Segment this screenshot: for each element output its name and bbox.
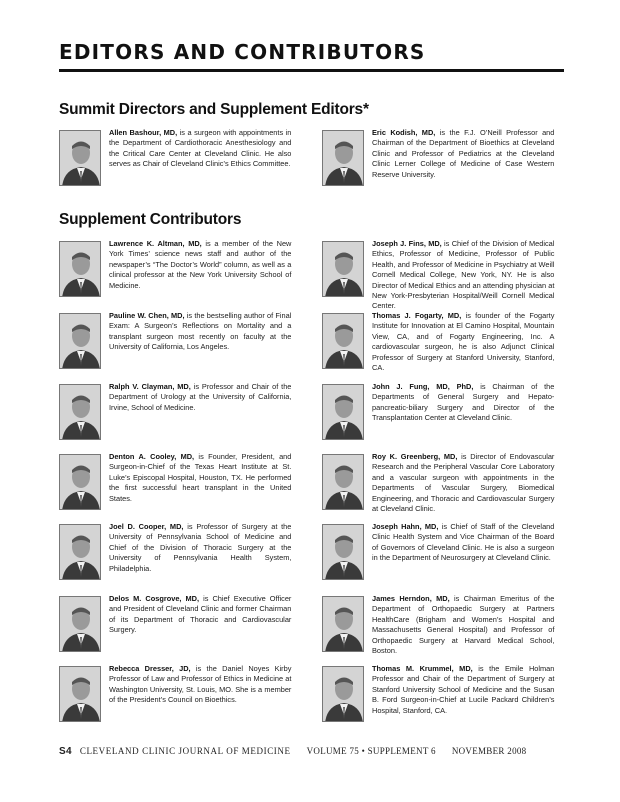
portrait-photo [322,241,364,297]
portrait-photo [322,596,364,652]
portrait-photo [322,666,364,722]
person-bio: is Chief of the Division of Medical Ethics, Professor of Medicine, Professor of Public Health, and Professor of Medicine in Psychiatry at Weill Cornell Medical College, New York, NY. He is also Director of Medical Ethics and an attending physician at New York-Presbyterian Hospital/Weill Cornell Medical Center. [372,239,555,311]
portrait-photo [322,384,364,440]
person-bio: is founder of the Fogarty Institute for Innovation at El Camino Hospital, Mountain View, CA, and of Fogarty Engineering, Inc. A cardiovascular surgeon, he is also Adjunct Clinical Professor of Surgery at Stanford University, Stanford, CA. [372,311,555,373]
contributor-entry [322,313,562,377]
person-name: Ralph V. Clayman, MD, [109,382,191,391]
person-name: Roy K. Greenberg, MD, [372,452,458,461]
person-name: Lawrence K. Altman, MD, [109,239,202,248]
contributor-entry [59,524,299,588]
person-name: Joseph J. Fins, MD, [372,239,442,248]
contributor-entry [59,241,299,305]
person-name: Denton A. Cooley, MD, [109,452,195,461]
page-title: EDITORS AND CONTRIBUTORS [59,40,426,64]
portrait-photo [59,524,101,580]
contributor-entry [322,384,562,448]
portrait-photo [59,313,101,369]
portrait-photo [59,596,101,652]
person-name: Pauline W. Chen, MD, [109,311,185,320]
person-bio: is Chairman Emeritus of the Department of Orthopaedic Surgery at Partners HealthCare (Brigham and Women’s Hospital and Massachusetts General Hospital) and Professor of Orthopaedic Surgery at Harvard Medical School, Boston. [372,594,555,656]
contributor-entry [59,454,299,518]
section-heading-contributors: Supplement Contributors [59,211,242,228]
contributor-entry [322,666,562,730]
contributor-entry [59,384,299,448]
person-bio: is Chief Executive Officer and President of Cleveland Clinic and former Chairman of its Department of Thoracic and Cardiovascular Surgery. [109,594,292,635]
contributor-entry [59,313,299,377]
contributor-entry [322,596,562,660]
person-name: Allen Bashour, MD, [109,128,178,137]
person-name: Thomas J. Fogarty, MD, [372,311,462,320]
director-entry [322,130,562,194]
person-name: Thomas M. Krummel, MD, [372,664,473,673]
person-name: Rebecca Dresser, JD, [109,664,191,673]
title-rule [59,69,564,72]
person-bio: is the Daniel Noyes Kirby Professor of Law and Professor of Ethics in Medicine at Washington University, St. Louis, MO. She is a member of the President’s Council on Bioethics. [109,664,292,705]
person-bio: is Director of Endovascular Research and the Peripheral Vascular Core Laboratory and a vascular surgeon with appointments in the Departments of Vascular Surgery, Biomedical Engineering, and Thoracic and Cardiovascular Surgery at Cleveland Clinic. [372,452,555,514]
person-bio: is a surgeon with appointments in the Department of Cardiothoracic Anesthesiology and the Critical Care Center at Cleveland Clinic. He also serves as Chair of Cleveland Clinic’s Ethics Committee. [109,128,292,169]
contributor-entry [322,454,562,518]
page-number: S4 [59,746,72,757]
portrait-photo [322,454,364,510]
portrait-photo [59,384,101,440]
portrait-photo [322,313,364,369]
person-name: Joel D. Cooper, MD, [109,522,184,531]
journal-name: CLEVELAND CLINIC JOURNAL OF MEDICINE [79,746,291,756]
portrait-photo [59,241,101,297]
person-bio: is Chief of Staff of the Cleveland Clinic Health System and Vice Chairman of the Board of Governors of Cleveland Clinic. He is also a surgeon in the Department of Neurosurgery at Cleveland Clinic. [372,522,555,563]
person-bio: is a member of the New York Times’ science news staff and author of the newspaper’s “The Doctor’s World” column, as well as a clinical professor at the New York University School of Medicine. [109,239,292,290]
page-footer [59,746,526,757]
person-bio: is Professor and Chair of the Department of Urology at the University of California, Irvine, School of Medicine. [109,382,292,412]
person-bio: is Professor of Surgery at the University of Pennsylvania School of Medicine and Chief of the Division of Thoracic Surgery at the University of Pennsylvania Health System, Philadelphia. [109,522,292,573]
person-name: Delos M. Cosgrove, MD, [109,594,200,603]
portrait-photo [59,666,101,722]
person-name: John J. Fung, MD, PhD, [372,382,474,391]
person-bio: is the F.J. O’Neill Professor and Chairman of the Department of Bioethics at Cleveland Clinic and Professor of Pediatrics at the Cleveland Clinic Lerner College of Medicine of Case Western Reserve University. [372,128,555,179]
contributor-entry [322,239,562,311]
section-heading-directors: Summit Directors and Supplement Editors* [59,101,369,118]
person-name: Eric Kodish, MD, [372,128,436,137]
issue-date: NOVEMBER 2008 [451,746,527,756]
contributor-entry [59,596,299,660]
person-bio: is the Emile Holman Professor and Chair of the Department of Surgery at Stanford University School of Medicine and the Susan B. Ford Surgeon-in-Chief at Lucile Packard Children’s Hospital, Stanford, CA. [372,664,555,715]
person-bio: is the bestselling author of Final Exam: A Surgeon’s Reflections on Mortality and a transplant surgeon most recently on faculty at the University of California, Los Angeles. [109,311,292,352]
portrait-photo [59,130,101,186]
portrait-photo [59,454,101,510]
director-entry [59,130,299,194]
person-bio: is Chairman of the Departments of General Surgery and Hepato-pancreatic-biliary Surgery and Director of the Transplantation Center at Cleveland Clinic. [372,382,555,423]
contributor-entry [59,666,299,730]
contributor-entry [322,524,562,588]
portrait-photo [322,130,364,186]
person-name: James Herndon, MD, [372,594,450,603]
person-bio: is Founder, President, and Surgeon-in-Chief of the Texas Heart Institute at St. Luke’s Episcopal Hospital, Houston, TX. He performed the first successful heart transplant in the United States. [109,452,292,503]
portrait-photo [322,524,364,580]
person-name: Joseph Hahn, MD, [372,522,439,531]
volume-info: VOLUME 75 • SUPPLEMENT 6 [306,746,436,756]
